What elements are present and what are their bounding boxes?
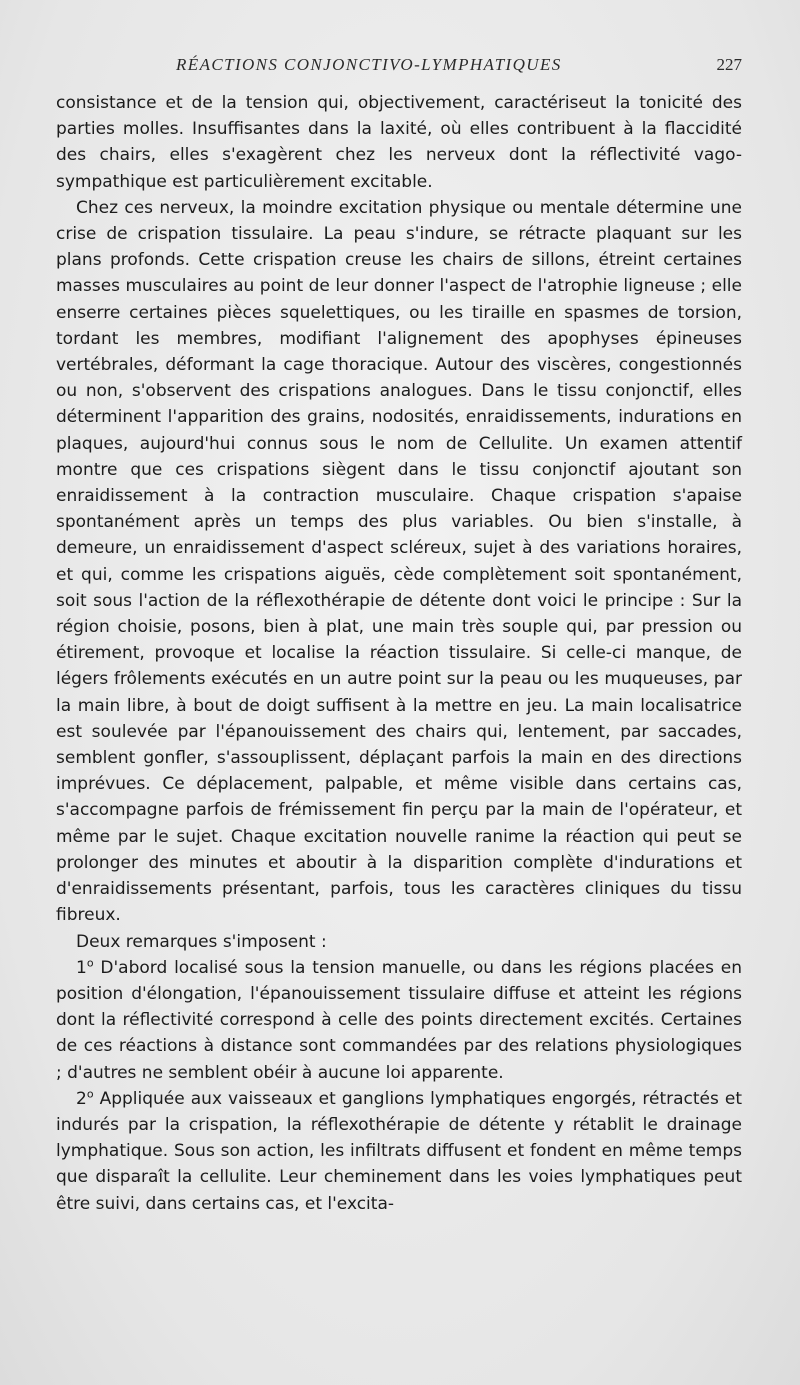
remark-text: D'abord localisé sous la tension manuelle, ou dans les régions placées en position d'élongation, l'épanouissement tissulaire diffuse et atteint les régions dont la réflectivité correspond à celle des points directement excités. Certaines de ces réactions à distance sont commandées par des relations physiologiques ; d'autres ne semblent obéir à aucune loi apparente. [56, 957, 742, 1083]
remark-ordinal: o [86, 956, 94, 970]
remark-text: Appliquée aux vaisseaux et ganglions lymphatiques engorgés, rétractés et indurés par la crispation, la réflexothérapie de détente y rétablit le drainage lymphatique. Sous son action, les infiltrats diffusent et fondent en même temps que disparaît la cellulite. Leur cheminement dans les voies lymphatiques peut être suivi, dans certains cas, et l'excita- [56, 1088, 742, 1214]
remark-number: 1 [76, 957, 87, 978]
paragraph-crispation: Chez ces nerveux, la moindre excitation physique ou mentale détermine une crise de crispation tissulaire. La peau s'indure, se rétracte plaquant sur les plans profonds. Cette crispation creuse les chairs de sillons, étreint certaines masses musculaires au point de leur donner l'aspect de l'atrophie ligneuse ; elle enserre certaines pièces squelettiques, ou les tiraille en spasmes de torsion, tordant les membres, modifiant l'alignement des apophyses épineuses vertébrales, déformant la cage thoracique. Autour des viscères, congestionnés ou non, s'observent des crispations analogues. Dans le tissu conjonctif, elles déterminent l'apparition des grains, nodosités, enraidissements, indurations en plaques, aujourd'hui connus sous le nom de Cellulite. Un examen attentif montre que ces crispations siègent dans le tissu conjonctif ajoutant son enraidissement à la contraction musculaire. Chaque crispation s'apaise spontanément après un temps des plus variables. Ou bien s'installe, à demeure, un enraidissement d'aspect scléreux, sujet à des variations horaires, et qui, comme les crispations aiguës, cède complètement soit spontanément, soit sous l'action de la réflexothérapie de détente dont voici le principe : Sur la région choisie, posons, bien à plat, une main très souple qui, par pression ou étirement, provoque et localise la réaction tissulaire. Si celle-ci manque, de légers frôlements exécutés en un autre point sur la peau ou les muqueuses, par la main libre, à bout de doigt suffisent à la mettre en jeu. La main localisatrice est soulevée par l'épanouissement des chairs qui, lentement, par saccades, semblent gonfler, s'assouplissent, déplaçant parfois la main en des directions imprévues. Ce déplacement, palpable, et même visible dans certains cas, s'accompagne parfois de frémissement fin perçu par la main de l'opérateur, et même par le sujet. Chaque excitation nouvelle ranime la réaction qui peut se prolonger des minutes et aboutir à la disparition complète d'indurations et d'enraidissements présentant, parfois, tous les caractères cliniques du tissu fibreux. [56, 197, 742, 926]
remark-number: 2 [76, 1088, 87, 1109]
running-title: RÉACTIONS CONJONCTIVO-LYMPHATIQUES [176, 55, 562, 74]
body-text [56, 90, 742, 1217]
remark-item-2 [56, 1086, 742, 1217]
remark-ordinal: o [86, 1087, 94, 1101]
paragraph-remarks-intro: Deux remarques s'imposent : [76, 931, 327, 952]
page-number: 227 [716, 55, 742, 74]
remark-item-1 [56, 955, 742, 1086]
paragraph-continuation: consistance et de la tension qui, objectivement, caractériseut la tonicité des parties molles. Insuffisantes dans la laxité, où elles contribuent à la flaccidité des chairs, elles s'exagèrent chez les nerveux dont la réflectivité vago-sympathique est particulièrement excitable. [56, 93, 742, 192]
running-head [56, 55, 742, 81]
